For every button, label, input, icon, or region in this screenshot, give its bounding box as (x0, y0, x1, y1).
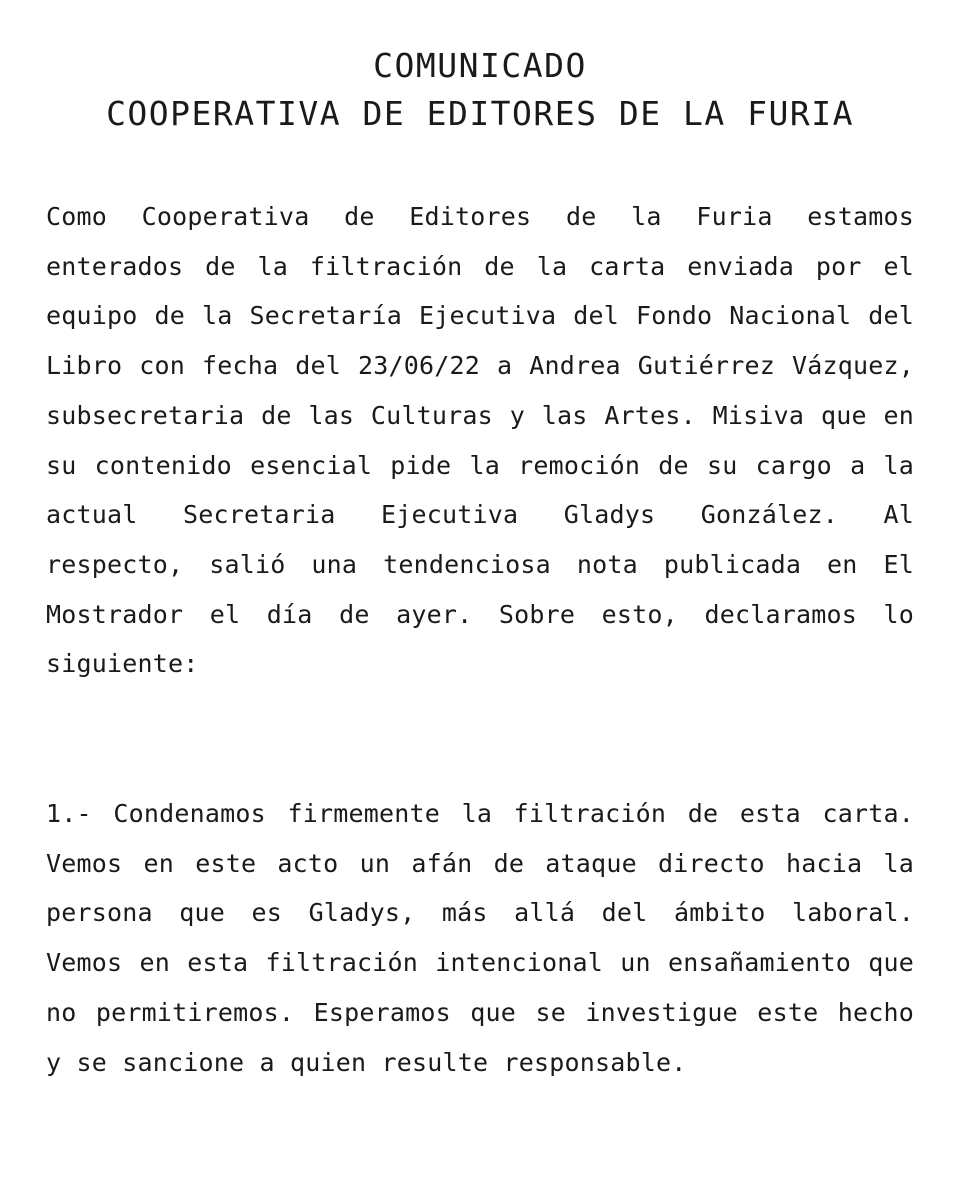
point-1-paragraph: 1.- Condenamos firmemente la filtración de esta carta. Vemos en este acto un afán de ataque directo hacia la persona que es Gladys, más allá del ámbito laboral. Vemos en esta filtración intencional un ensañamiento que no permitiremos. Esperamos que se investigue este hecho y se sancione a quien resulte responsable. (46, 799, 914, 1077)
statement-title (0, 42, 960, 138)
title-line-1: COMUNICADO (373, 46, 587, 85)
intro-paragraph: Como Cooperativa de Editores de la Furia estamos enterados de la filtración de la carta enviada por el equipo de la Secretaría Ejecutiva del Fondo Nacional del Libro con fecha del 23/06/22 a Andrea Gutiérrez Vázquez, subsecretaria de las Culturas y las Artes. Misiva que en su contenido esencial pide la remoción de su cargo a la actual Secretaria Ejecutiva Gladys González. Al respecto, salió una tendenciosa nota publicada en El Mostrador el día de ayer. Sobre esto, declaramos lo siguiente: (46, 202, 914, 679)
title-line-2: COOPERATIVA DE EDITORES DE LA FURIA (106, 94, 854, 133)
